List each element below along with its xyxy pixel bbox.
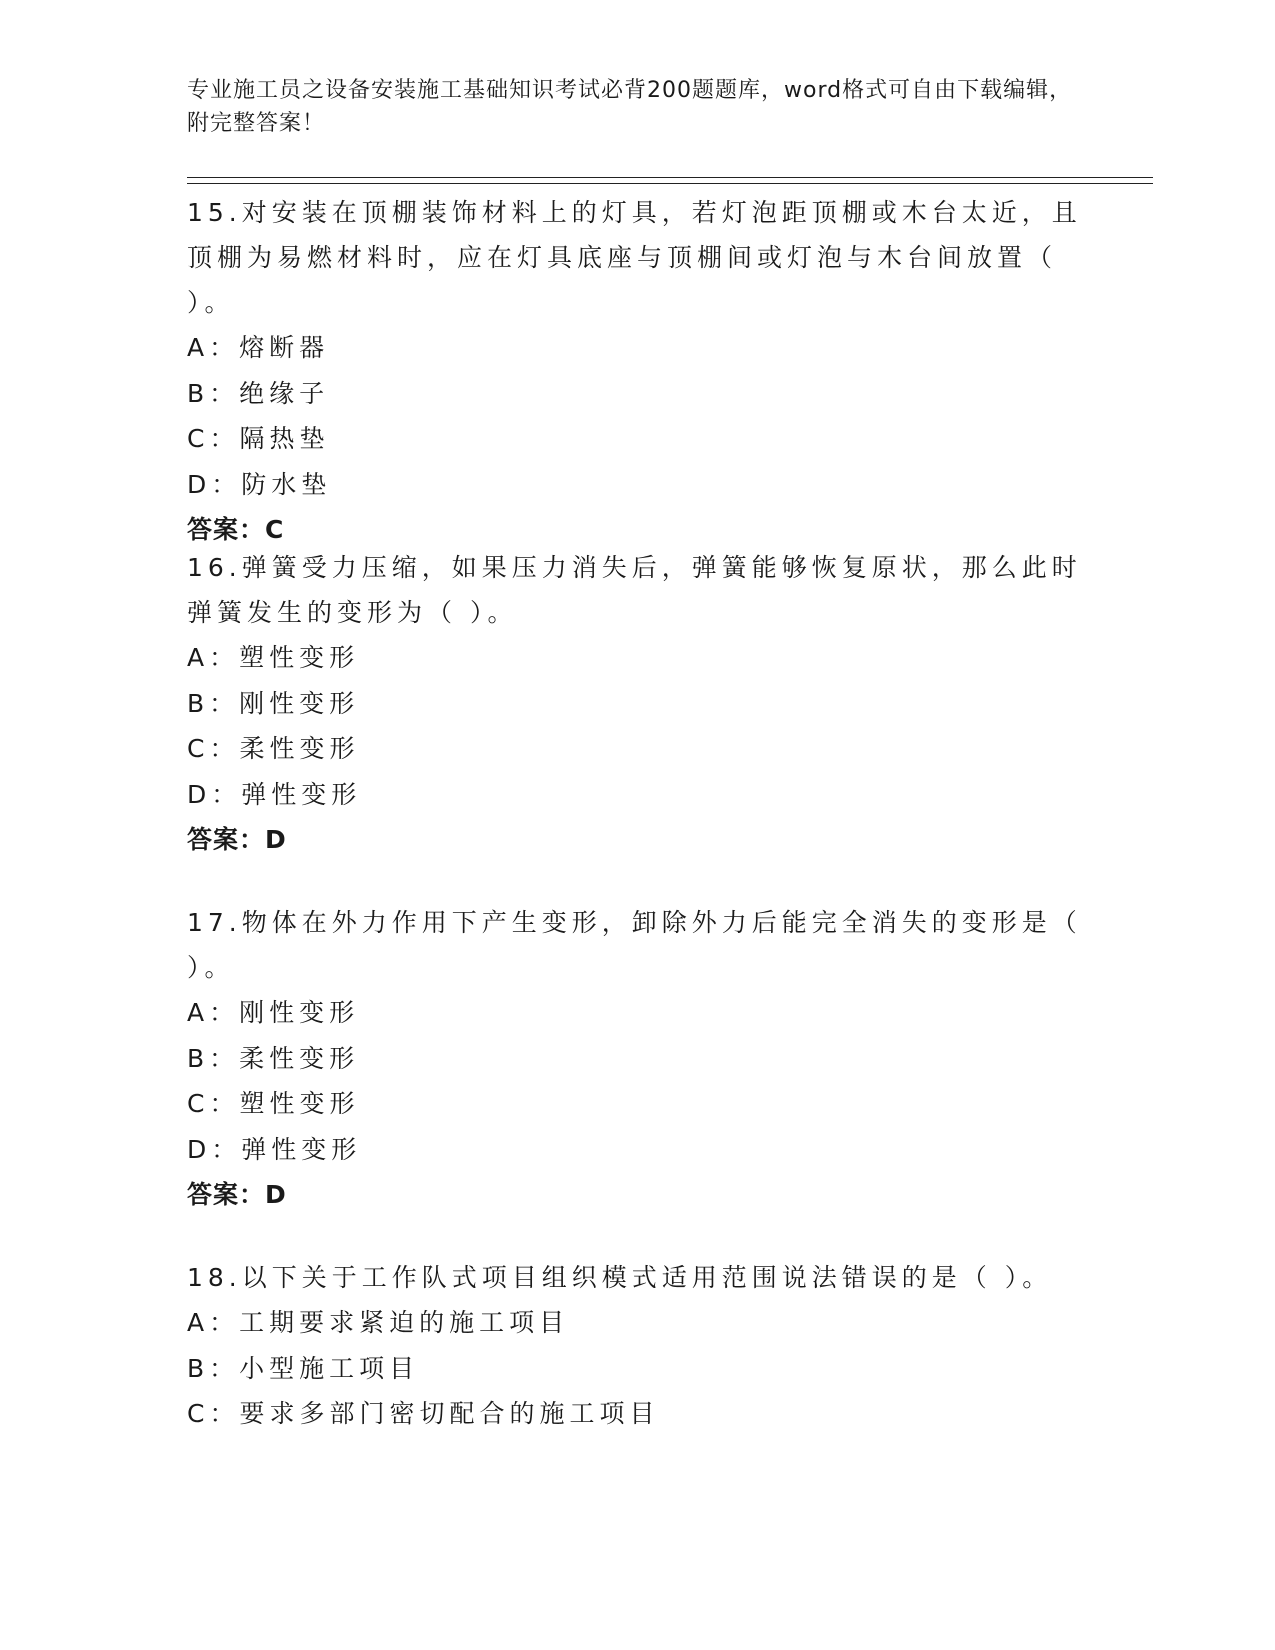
answer: 答案：D	[187, 1180, 287, 1210]
option-b: B：绝缘子	[187, 378, 330, 408]
question-stem: 15.对安装在顶棚装饰材料上的灯具，若灯泡距顶棚或木台太近，且顶棚为易燃材料时，应在灯具底座与顶棚间或灯泡与木台间放置（ ）。	[187, 198, 1082, 317]
option-list	[187, 990, 1087, 1172]
question-stem: 18.以下关于工作队式项目组织模式适用范围说法错误的是（ ）。	[187, 1263, 1053, 1292]
option-d: D：弹性变形	[187, 779, 362, 809]
option-d: D：弹性变形	[187, 1134, 362, 1164]
title-divider-top	[187, 177, 1153, 178]
option-d: D：防水垫	[187, 469, 332, 499]
option-c: C：隔热垫	[187, 424, 330, 454]
question-15	[187, 190, 1087, 552]
question-stem: 17.物体在外力作用下产生变形，卸除外力后能完全消失的变形是（ ）。	[187, 908, 1082, 982]
option-a: A：塑性变形	[187, 643, 360, 672]
title-divider-bottom	[187, 183, 1153, 184]
option-a: A：工期要求紧迫的施工项目	[187, 1308, 570, 1337]
option-c: C：要求多部门密切配合的施工项目	[187, 1399, 660, 1429]
option-b: B：小型施工项目	[187, 1353, 420, 1383]
document-title: 专业施工员之设备安装施工基础知识考试必背200题题库，word格式可自由下载编辑，附完整答案！	[187, 78, 1073, 136]
option-list	[187, 325, 1087, 507]
option-list	[187, 1300, 1087, 1437]
option-list	[187, 635, 1087, 817]
answer: 答案：D	[187, 825, 287, 855]
option-b: B：刚性变形	[187, 688, 360, 718]
question-16	[187, 545, 1087, 862]
answer: 答案：C	[187, 515, 285, 545]
option-a: A：熔断器	[187, 333, 330, 362]
question-18	[187, 1255, 1087, 1437]
option-c: C：柔性变形	[187, 734, 360, 764]
option-a: A：刚性变形	[187, 998, 360, 1027]
option-c: C：塑性变形	[187, 1089, 360, 1119]
question-17	[187, 900, 1087, 1217]
option-b: B：柔性变形	[187, 1043, 360, 1073]
question-stem: 16.弹簧受力压缩，如果压力消失后，弹簧能够恢复原状，那么此时弹簧发生的变形为（ ）。	[187, 553, 1082, 627]
